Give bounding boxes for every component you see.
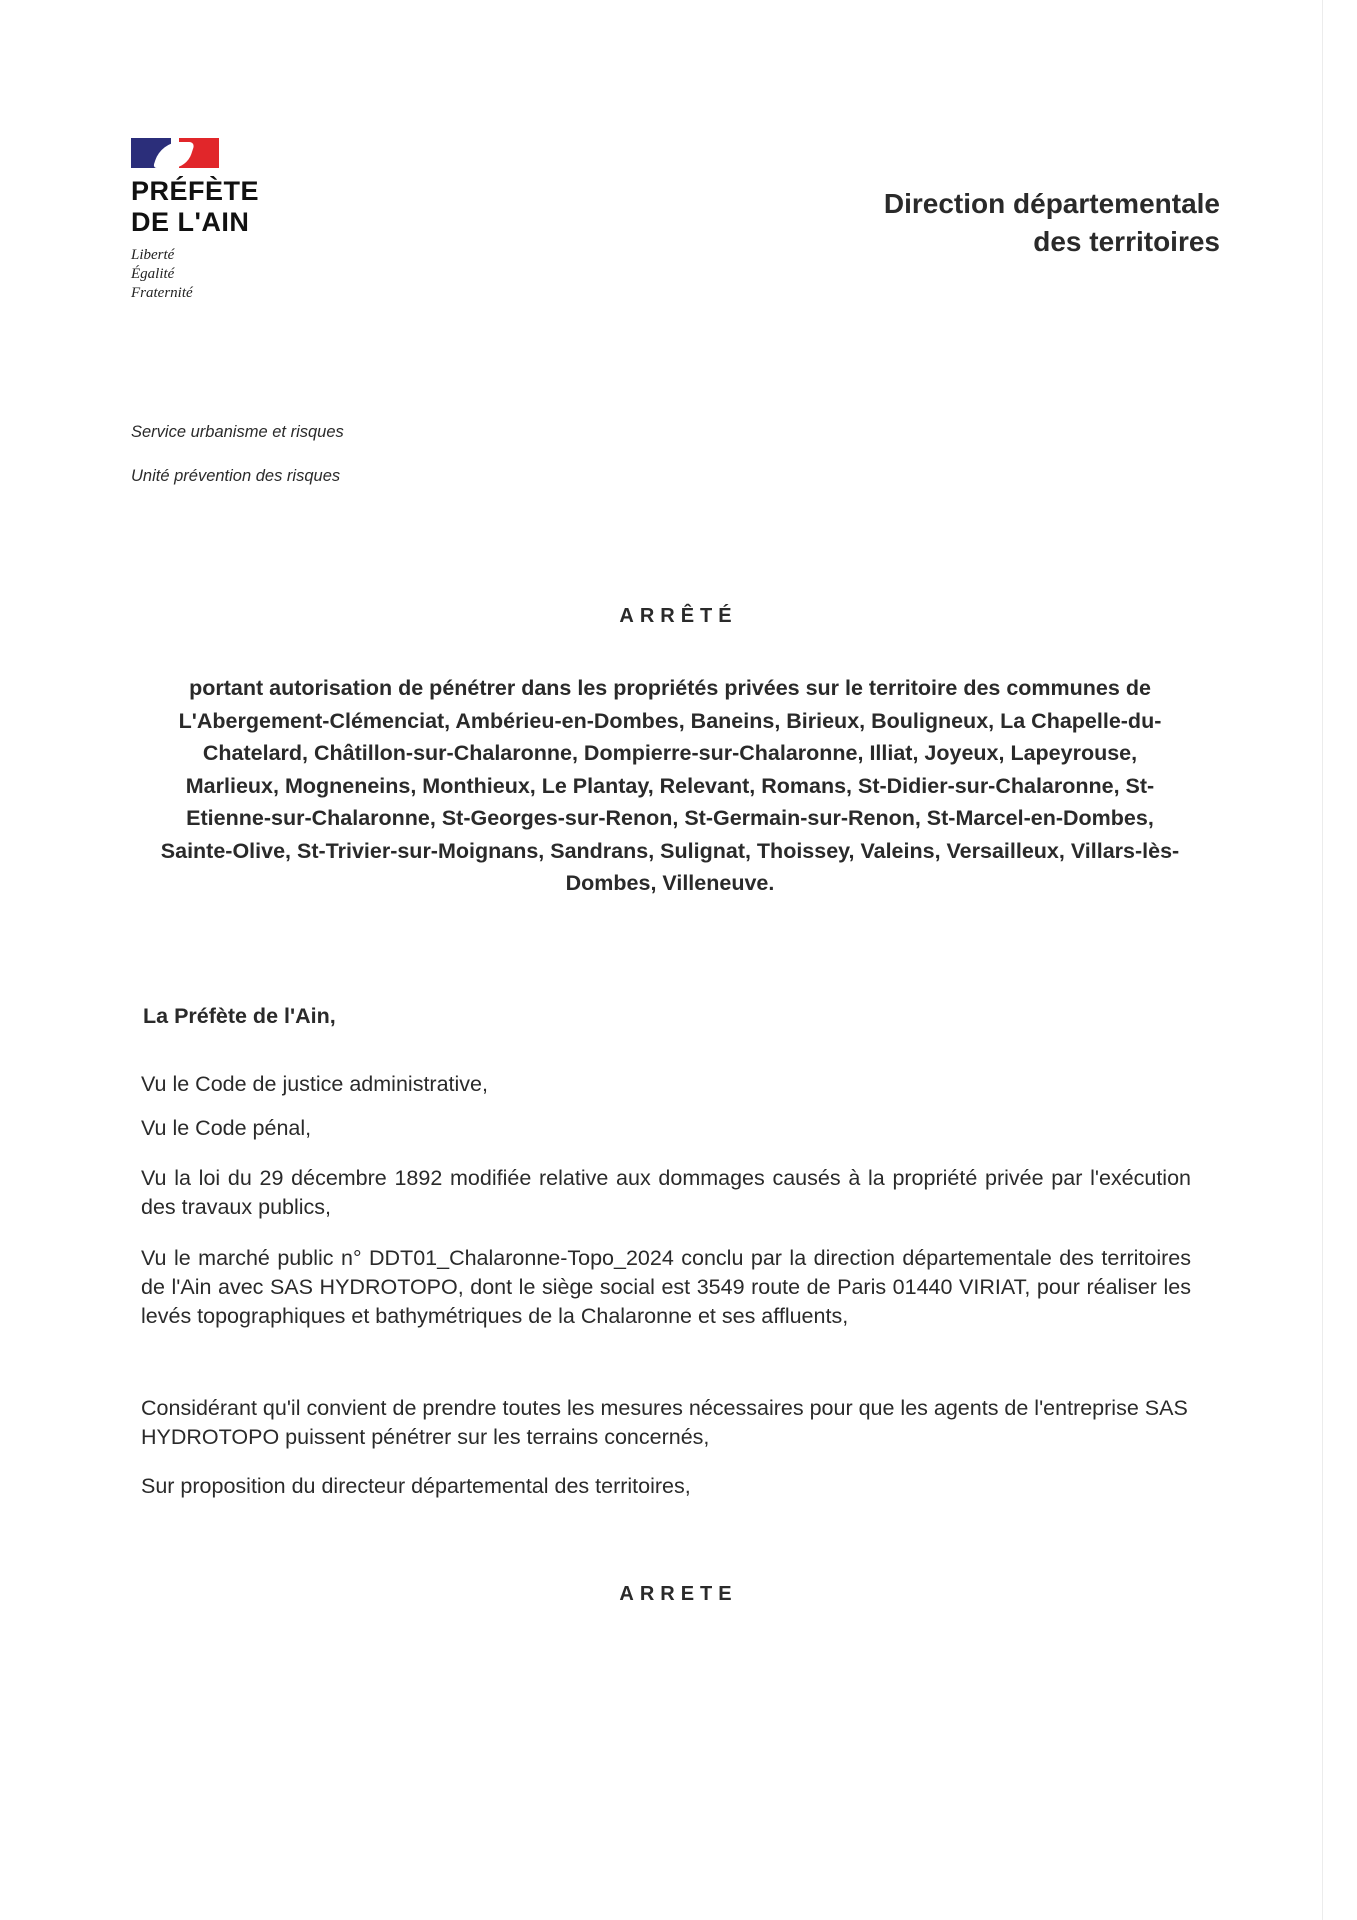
decision-title: ARRETE: [619, 1583, 738, 1605]
marianne-flag-icon: [131, 138, 219, 174]
motto-fraternite: Fraternité: [131, 285, 193, 301]
prefecture-name: [131, 176, 291, 238]
republic-motto: [131, 246, 291, 303]
page-edge-line: [1322, 0, 1323, 1920]
document-title: ARRÊTÉ: [619, 605, 738, 627]
motto-egalite: Égalité: [131, 266, 175, 282]
direction-line1: Direction départementale: [883, 188, 1220, 219]
authority-line: La Préfète de l'Ain,: [143, 1004, 336, 1028]
visa-code-penal: Vu le Code pénal,: [141, 1116, 312, 1140]
direction-line2: des territoires: [1033, 226, 1220, 257]
prefecture-logo: [131, 138, 291, 303]
visa-marche-public: Vu le marché public n° DDT01_Chalaronne-Topo_2024 conclu par la direction départementale des territoires de l'Ain avec SAS HYDROTOPO, dont le siège social est 3549 route de Paris 01440 VIRIAT, pour réaliser les levés topographiques et bathymétriques de la Chalaronne et ses affluents,: [141, 1246, 1191, 1328]
unit-name: Unité prévention des risques: [131, 467, 341, 485]
visa-loi-1892: Vu la loi du 29 décembre 1892 modifiée relative aux dommages causés à la propriété privée par l'exécution des travaux publics,: [141, 1166, 1191, 1219]
considerant-paragraph: Considérant qu'il convient de prendre toutes les mesures nécessaires pour que les agents de l'entreprise SAS HYDROTOPO puissent pénétrer sur les terrains concernés,: [141, 1396, 1188, 1449]
prefecture-name-line2: DE L'AIN: [131, 207, 250, 237]
direction-header: [884, 185, 1220, 261]
proposition-paragraph: Sur proposition du directeur départemental des territoires,: [141, 1474, 691, 1498]
visa-code-justice: Vu le Code de justice administrative,: [141, 1072, 488, 1096]
document-subject: portant autorisation de pénétrer dans les propriétés privées sur le territoire des communes de L'Abergement-Clémenciat, Ambérieu-en-Dombes, Baneins, Birieux, Bouligneux, La Chapelle-du-Chatelard, Châtillon-sur-Chalaronne, Dompierre-sur-Chalaronne, Illiat, Joyeux, Lapeyrouse, Marlieux, Mogneneins, Monthieux, Le Plantay, Relevant, Romans, St-Didier-sur-Chalaronne, St-Etienne-sur-Chalaronne, St-Georges-sur-Renon, St-Germain-sur-Renon, St-Marcel-en-Dombes, Sainte-Olive, St-Trivier-sur-Moignans, Sandrans, Sulignat, Thoissey, Valeins, Versailleux, Villars-lès-Dombes, Villeneuve.: [160, 676, 1180, 895]
service-name: Service urbanisme et risques: [131, 423, 344, 441]
motto-liberte: Liberté: [131, 247, 175, 263]
prefecture-name-line1: PRÉFÈTE: [131, 176, 260, 206]
